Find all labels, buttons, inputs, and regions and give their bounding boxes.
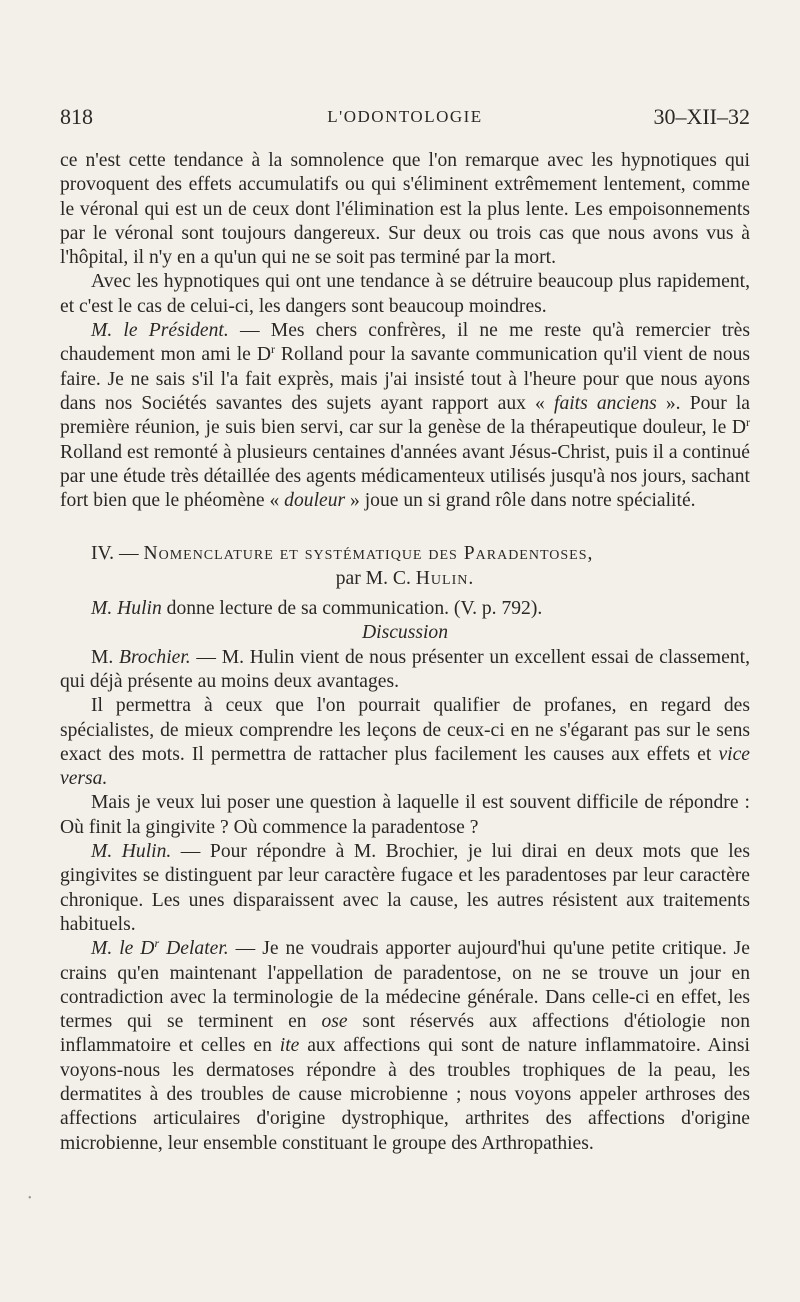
section-author-line: par M. C. Hulin.: [335, 567, 475, 589]
president-paragraph: M. le Président. — Mes chers confrères, il ne me reste qu'à remercier très chaudement mon ami le $D^r$ Rolland pour la savante communication qu'il vient de nous faire. Je ne sais s'il l'a fait exprès, mais j'ai insisté tout à l'heure pour que nous ayons dans nos Sociétés savantes des sujets ayant rapport aux « faits anciens ». Pour la première réunion, je suis bien servi, car sur la genèse de la thérapeutique douleur, le $D^r$ Rolland est remonté à plusieurs centaines d'années avant Jésus-Christ, puis il a continué par une étude très détaillée des agents médicamenteux utilisés jusqu'à nos jours, sachant fort bien que le phéomène « douleur » joue un si grand rôle dans notre spécialité.: [60, 320, 750, 512]
brochier-paragraph-2: Il permettra à ceux que l'on pourrait qualifier de profanes, en regard des spécialistes, de mieux comprendre les leçons de ceux-ci en ne s'égarant pas sur le sens exact des mots. Il permettra de rattacher plus facilement les causes aux effets et vice versa.: [60, 695, 750, 790]
page-header: [60, 104, 750, 134]
section-heading: IV. — Nomenclature et systématique des Paradentoses,: [91, 543, 594, 565]
speaker-president: M. le Président.: [91, 320, 229, 342]
speaker-hulin-reply: M. Hulin.: [91, 841, 172, 863]
speaker-delater: M. le $D^r$ Delater.: [91, 936, 229, 960]
margin-mark: •: [28, 1193, 32, 1204]
delater-paragraph: M. le $D^r$ Delater. — Je ne voudrais apporter aujourd'hui qu'une petite critique. Je crains qu'en maintenant l'appellation de paradentose, on ne se trouve un jour en contradiction avec la terminologie de la médecine générale. Dans celle-ci en effet, les termes qui se terminent en ose sont réservés aux affections d'étiologie non inflammatoire et celles en ite aux affections qui sont de nature inflammatoire. Ainsi voyons-nous les dermatoses répondre à des troubles trophiques de la peau, les dermatites à des troubles de cause microbienne ; nous voyons appeler arthroses des affections articulaires d'origine dystrophique, arthrites des affections d'origine microbienne, leur ensemble constituant le groupe des Arthropathies.: [60, 936, 751, 1154]
hulin-lecture-paragraph: M. Hulin donne lecture de sa communication. (V. p. 792).: [91, 598, 543, 620]
page-number: 818: [60, 104, 93, 129]
issue-date: 30–XII–32: [653, 104, 750, 129]
hulin-reply-paragraph: M. Hulin. — Pour répondre à M. Brochier, je lui dirai en deux mots que les gingivites se distinguent par leur caractère fugace et les paradentoses par leur caractère chronique. Les unes disparaissent avec la cause, les autres résistent aux traitements habituels.: [60, 841, 750, 935]
brochier-paragraph-1: M. Brochier. — M. Hulin vient de nous présenter un excellent essai de classement, qui déjà présente au moins deux avantages.: [60, 646, 750, 692]
intro-paragraph: ce n'est cette tendance à la somnolence que l'on remarque avec les hypnotiques qui provoquent des effets accumulatifs ou qui s'éliminent extrêmement lentement, comme le véronal qui est un de ceux dont l'élimination est la plus lente. Les empoisonnements par le véronal sont toujours dangereux. Sur deux ou trois cas que nous avons vus à l'hôpital, il n'y en a qu'un qui ne se soit pas terminé par la mort.: [60, 150, 750, 269]
body-text: [60, 149, 750, 1156]
speaker-hulin: M. Hulin: [91, 598, 162, 620]
running-title: L'ODONTOLOGIE: [327, 107, 483, 126]
spacer: [60, 513, 750, 542]
paragraph-hypnotics: Avec les hypnotiques qui ont une tendance à se détruire beaucoup plus rapidement, et c'est le cas de celui-ci, les dangers sont beaucoup moindres.: [60, 271, 750, 317]
brochier-paragraph-3: Mais je veux lui poser une question à laquelle il est souvent difficile de répondre : Où finit la gingivite ? Où commence la paradentose ?: [60, 792, 750, 838]
speaker-brochier: Brochier.: [119, 646, 191, 668]
discussion-heading: Discussion: [361, 622, 448, 644]
